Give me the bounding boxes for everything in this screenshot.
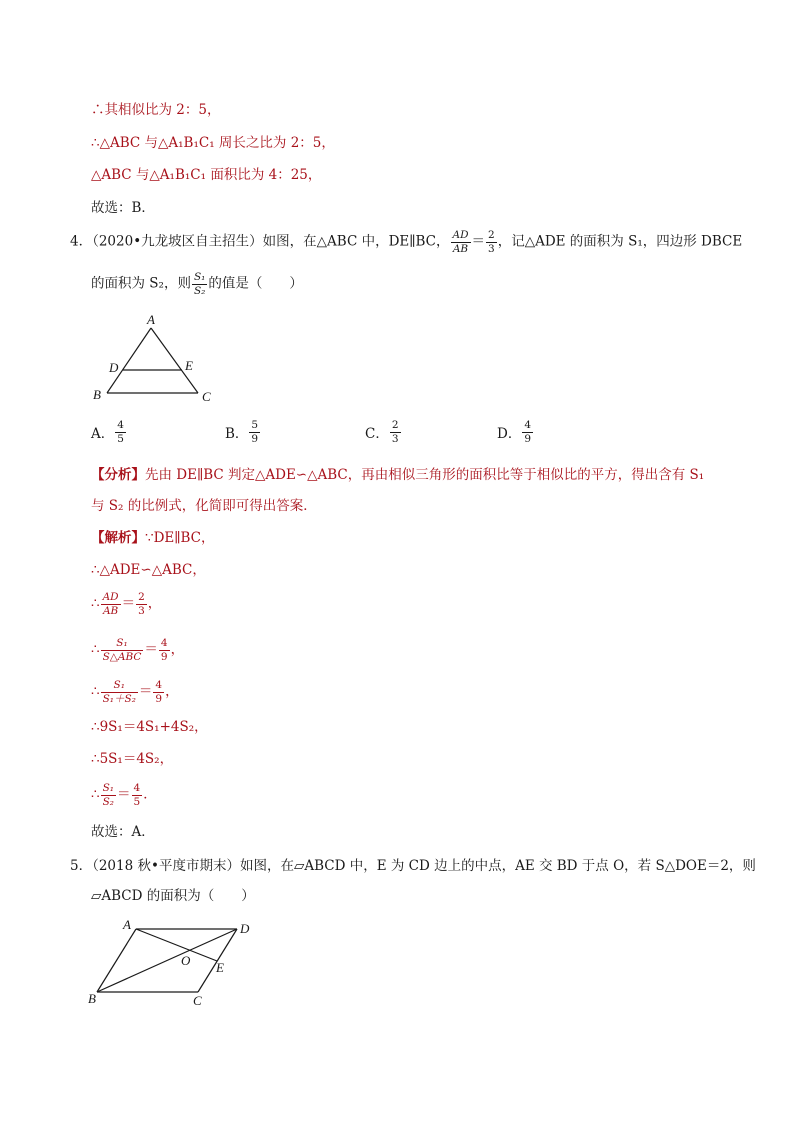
q4-ratio-value: $\frac{2}{3}$ — [488, 229, 495, 255]
q5-stem-line-2: ▱ABCD 的面积为（ ） — [91, 888, 255, 904]
q4-solution-line-8: ∴ $\frac{\text{S₁}}{\text{S₂}}$ ＝ $\frac{4}{5}$ ． — [91, 782, 157, 808]
q5-label-c: C — [193, 993, 202, 1007]
q4-option-c[interactable]: C． $\frac{2}{3}$ — [365, 419, 399, 445]
q4-ratio-fraction: $\frac{AD}{AB}$ — [452, 229, 469, 255]
q4-label-c: C — [202, 389, 211, 404]
q4-solution-line-7: ∴5S₁＝4S₂， — [91, 751, 174, 767]
q5-label-a: A — [123, 917, 131, 932]
q4-solution-line-5: ∴ $\frac{\text{S₁}}{\text{S₁＋S₂}}$ ＝ $\frac{4}{9}$ ， — [91, 679, 179, 705]
q4-solution-line-2: ∴△ADE∽△ABC， — [91, 562, 206, 578]
q4-solution-line-6: ∴9S₁＝4S₁+4S₂， — [91, 719, 208, 735]
q5-label-o: O — [181, 953, 191, 968]
q4-label-a: A — [147, 312, 155, 327]
q4-option-a[interactable]: A． $\frac{4}{5}$ — [91, 419, 124, 445]
q4-stem-line-2: 的面积为 S₂，则 $\frac{\text{S₁}}{\text{S₂}}$ 的值是（ ） — [91, 271, 303, 297]
q5-label-b: B — [88, 991, 96, 1006]
prev-solution-line-1: ∴其相似比为 2：5， — [91, 102, 221, 118]
analysis-tag: 【分析】 — [91, 467, 145, 483]
q4-analysis-line-2: 与 S₂ 的比例式，化简即可得出答案． — [91, 498, 317, 514]
q4-option-d[interactable]: D． $\frac{4}{9}$ — [497, 419, 532, 445]
q4-stem-line-1: 4．（2020•九龙坡区自主招生）如图，在△ABC 中，DE∥BC， $\frac{AD}{AB}$ ＝ $\frac{2}{3}$ ，记△ADE 的面积为 S₁，四边形 DBCE — [70, 229, 743, 255]
q4-s-fraction: $\frac{\text{S₁}}{\text{S₂}}$ — [193, 271, 206, 297]
prev-answer: 故选：B． — [91, 200, 155, 216]
q4-analysis-line-1: 【分析】先由 DE∥BC 判定△ADE∽△ABC，再由相似三角形的面积比等于相似比的平方，得出含有 S₁ — [91, 467, 705, 483]
q4-option-b[interactable]: B． $\frac{5}{9}$ — [225, 419, 259, 445]
prev-solution-line-3: △ABC 与△A₁B₁C₁ 面积比为 4：25， — [91, 167, 322, 183]
q5-label-e: E — [216, 960, 224, 975]
q5-side-ab — [97, 929, 136, 992]
q4-solution-line-1: 【解析】∵DE∥BC， — [91, 530, 215, 546]
prev-solution-line-2: ∴△ABC 与△A₁B₁C₁ 周长之比为 2：5， — [91, 135, 335, 151]
q4-label-b: B — [93, 387, 101, 402]
q4-solution-line-4: ∴ $\frac{\text{S₁}}{\text{S△ABC}}$ ＝ $\frac{4}{9}$ ， — [91, 637, 185, 663]
q4-answer: 故选：A． — [91, 824, 155, 840]
q5-parallelogram-figure — [85, 915, 265, 1007]
q4-solution-line-3: ∴ $\frac{AD}{AB}$ ＝ $\frac{2}{3}$ ， — [91, 591, 162, 617]
q5-stem-line-1: 5．（2018 秋•平度市期末）如图，在▱ABCD 中，E 为 CD 边上的中点，AE 交 BD 于点 O，若 S△DOE＝2，则 — [70, 858, 756, 874]
q4-label-e: E — [185, 358, 193, 373]
q4-label-d: D — [109, 360, 119, 375]
solution-tag: 【解析】 — [91, 530, 145, 546]
q5-label-d: D — [240, 921, 250, 936]
q4-prefix: 4．（2020•九龙坡区自主招生）如图，在△ABC 中，DE∥BC， — [70, 233, 450, 250]
q4-triangle-figure — [85, 310, 225, 406]
q4-after: ，记△ADE 的面积为 S₁，四边形 DBCE — [497, 233, 743, 250]
